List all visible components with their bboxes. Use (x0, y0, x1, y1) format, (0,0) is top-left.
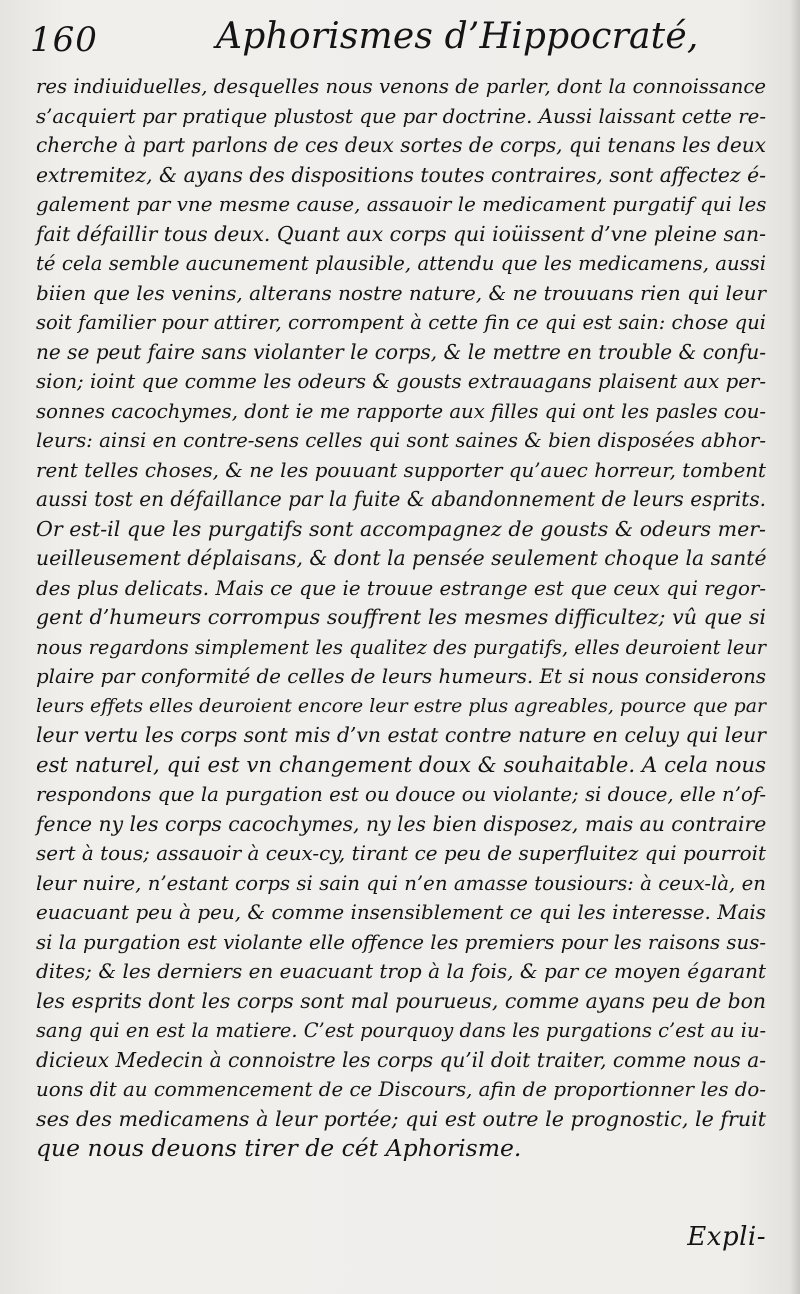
text-line: respondons que la purgation est ou douce ou violante; si douce, elle n’of- (36, 783, 766, 806)
text-line: ses des medicamens à leur portée; qui est outre le prognostic, le fruit (36, 1106, 766, 1131)
text-line: sang qui en est la matiere. C’est pourquoy dans les purgations c’est au iu- (36, 1019, 766, 1042)
text-line: leur vertu les corps sont mis d’vn estat contre nature en celuy qui leur (36, 723, 766, 747)
text-line: sonnes cacochymes, dont ie me rapporte aux filles qui ont les pasles cou- (36, 399, 766, 423)
text-line: ne se peut faire sans violanter le corps, & le mettre en trouble & confu- (36, 339, 766, 364)
text-line: s’acquiert par pratique plustost que par doctrine. Aussi laissant cette re- (36, 104, 766, 128)
text-line: les esprits dont les corps sont mal pourueus, comme ayans peu de bon (36, 988, 766, 1013)
text-line: Or est-il que les purgatifs sont accompagnez de gousts & odeurs mer- (36, 516, 766, 541)
text-line: est naturel, qui est vn changement doux & souhaitable. A cela nous (36, 752, 766, 778)
text-line: galement par vne mesme cause, assauoir le medicament purgatif qui les (36, 193, 767, 216)
page-number: 160 (30, 20, 98, 60)
text-line: fait défaillir tous deux. Quant aux corps qui ioüissent d’vne pleine san- (36, 221, 766, 246)
catchword: Expli- (687, 1222, 766, 1252)
show-through-ink (70, 1176, 790, 1266)
page-header (30, 12, 790, 60)
text-line: fence ny les corps cacochymes, ny les bien disposez, mais au contraire (36, 811, 767, 836)
text-line: dites; & les derniers en euacuant trop à la fois, & par ce moyen égarant (36, 959, 766, 983)
body-text (36, 72, 766, 1164)
text-line: leurs effets elles deuroient encore leur estre plus agreables, pource que par (36, 694, 766, 717)
text-line: que nous deuons tirer de cét Aphorisme. (36, 1134, 522, 1162)
running-title: Aphorismes d’Hippocraté, (216, 16, 699, 57)
text-line: plaire par conformité de celles de leurs humeurs. Et si nous considerons (36, 665, 766, 688)
text-line: euacuant peu à peu, & comme insensiblement ce qui les interesse. Mais (36, 901, 766, 924)
text-line: leur nuire, n’estant corps si sain qui n’en amasse tousiours: à ceux-là, en (36, 871, 766, 895)
text-line: cherche à part parlons de ces deux sortes de corps, qui tenans les deux (36, 133, 766, 157)
text-line: leurs: ainsi en contre-sens celles qui sont saines & bien disposées abhor- (36, 429, 766, 452)
text-line: uons dit au commencement de ce Discours, afin de proportionner les do- (36, 1078, 766, 1101)
text-line: soit familier pour attirer, corrompent à cette fin ce qui est sain: chose qui (36, 311, 766, 334)
text-line: biien que les venins, alterans nostre nature, & ne trouuans rien qui leur (36, 280, 766, 305)
text-line: té cela semble aucunement plausible, attendu que les medicamens, aussi (36, 252, 766, 275)
text-line: dicieux Medecin à connoistre les corps qu’il doit traiter, comme nous a- (36, 1047, 766, 1072)
text-line: si la purgation est violante elle offence les premiers pour les raisons sus- (36, 930, 766, 954)
text-line: sert à tous; assauoir à ceux-cy, tirant ce peu de superfluitez qui pourroit (36, 842, 766, 865)
text-line: des plus delicats. Mais ce que ie trouue estrange est que ceux qui regor- (36, 576, 766, 600)
text-line: gent d’humeurs corrompus souffrent les mesmes difficultez; vû que si (36, 605, 766, 629)
text-line: extremitez, & ayans des dispositions toutes contraires, sont affectez é- (36, 162, 766, 187)
text-line: sion; ioint que comme les odeurs & gousts extrauagans plaisent aux per- (36, 370, 766, 393)
text-line: nous regardons simplement les qualitez des purgatifs, elles deuroient leur (36, 635, 766, 659)
page-edge-shadow (790, 0, 800, 1294)
text-line: rent telles choses, & ne les pouuant supporter qu’auec horreur, tombent (36, 458, 766, 482)
text-line: res indiuiduelles, desquelles nous venons de parler, dont la connoissance (36, 75, 766, 98)
text-line: aussi tost en défaillance par la fuite & abandonnement de leurs esprits. (36, 487, 766, 511)
text-line: ueilleusement déplaisans, & dont la pensée seulement choque la santé (36, 546, 767, 570)
